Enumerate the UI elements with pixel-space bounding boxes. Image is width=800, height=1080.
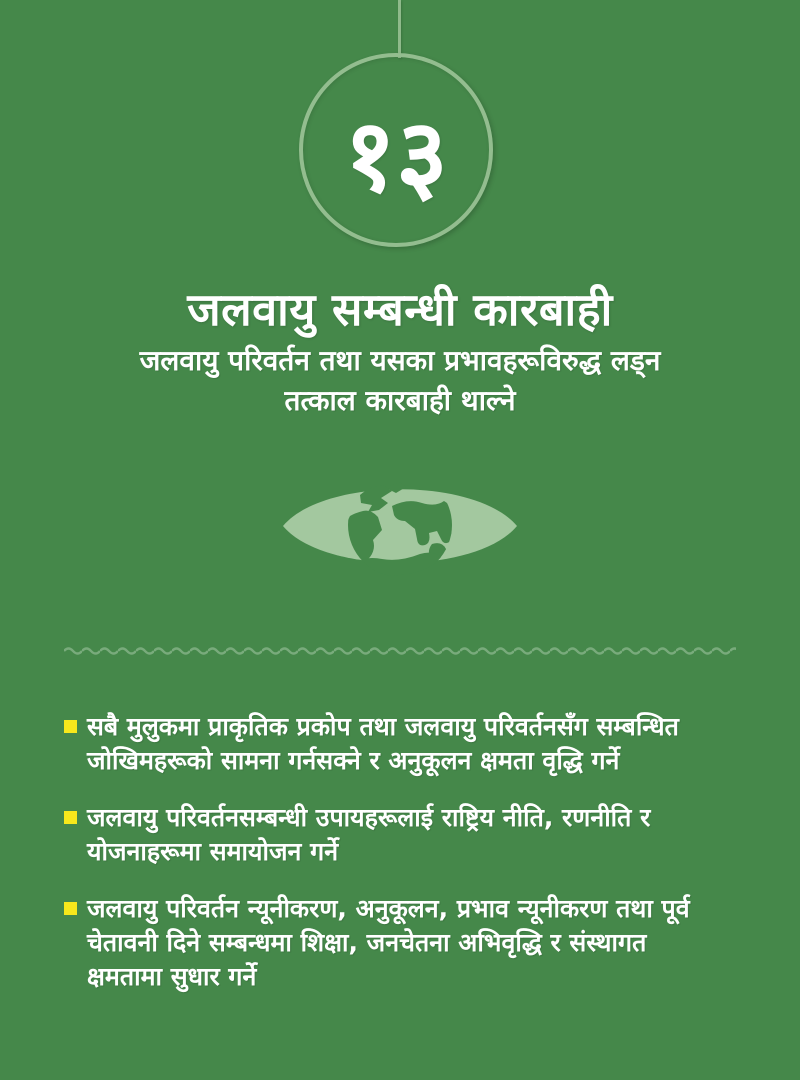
goal-number-circle	[299, 53, 493, 247]
list-item	[64, 710, 728, 778]
goal-title: जलवायु सम्बन्धी कारबाही	[187, 283, 613, 336]
bullet-square-icon	[64, 720, 77, 733]
bullet-square-icon	[64, 902, 77, 915]
bullet-square-icon	[64, 811, 77, 824]
list-item	[64, 892, 728, 994]
target-text: सबै मुलुकमा प्राकृतिक प्रकोप तथा जलवायु परिवर्तनसँग सम्बन्धित जोखिमहरूको सामना गर्नसक्ने र अनुकूलन क्षमता वृद्धि गर्ने	[87, 712, 679, 775]
globe-in-eye-icon	[280, 464, 520, 588]
goal-number: १३	[344, 97, 448, 214]
goal-subtitle-line2: तत्काल कारबाही थाल्ने	[284, 384, 516, 417]
targets-list	[64, 710, 728, 1017]
target-text: जलवायु परिवर्तनसम्बन्धी उपायहरूलाई राष्ट्रिय नीति, रणनीति र योजनाहरूमा समायोजन गर्ने	[87, 803, 651, 866]
goal-subtitle-line1: जलवायु परिवर्तन तथा यसका प्रभावहरूविरुद्ध लड्न	[139, 344, 661, 377]
target-text: जलवायु परिवर्तन न्यूनीकरण, अनुकूलन, प्रभाव न्यूनीकरण तथा पूर्व चेतावनी दिने सम्बन्धमा शिक्षा, जनचेतना अभिवृद्धि र संस्थागत क्षमतामा सुधार गर्ने	[87, 894, 690, 991]
hanging-line-decoration	[398, 0, 401, 58]
list-item	[64, 801, 728, 869]
goal-subtitle	[0, 341, 800, 421]
wavy-divider	[64, 645, 736, 657]
